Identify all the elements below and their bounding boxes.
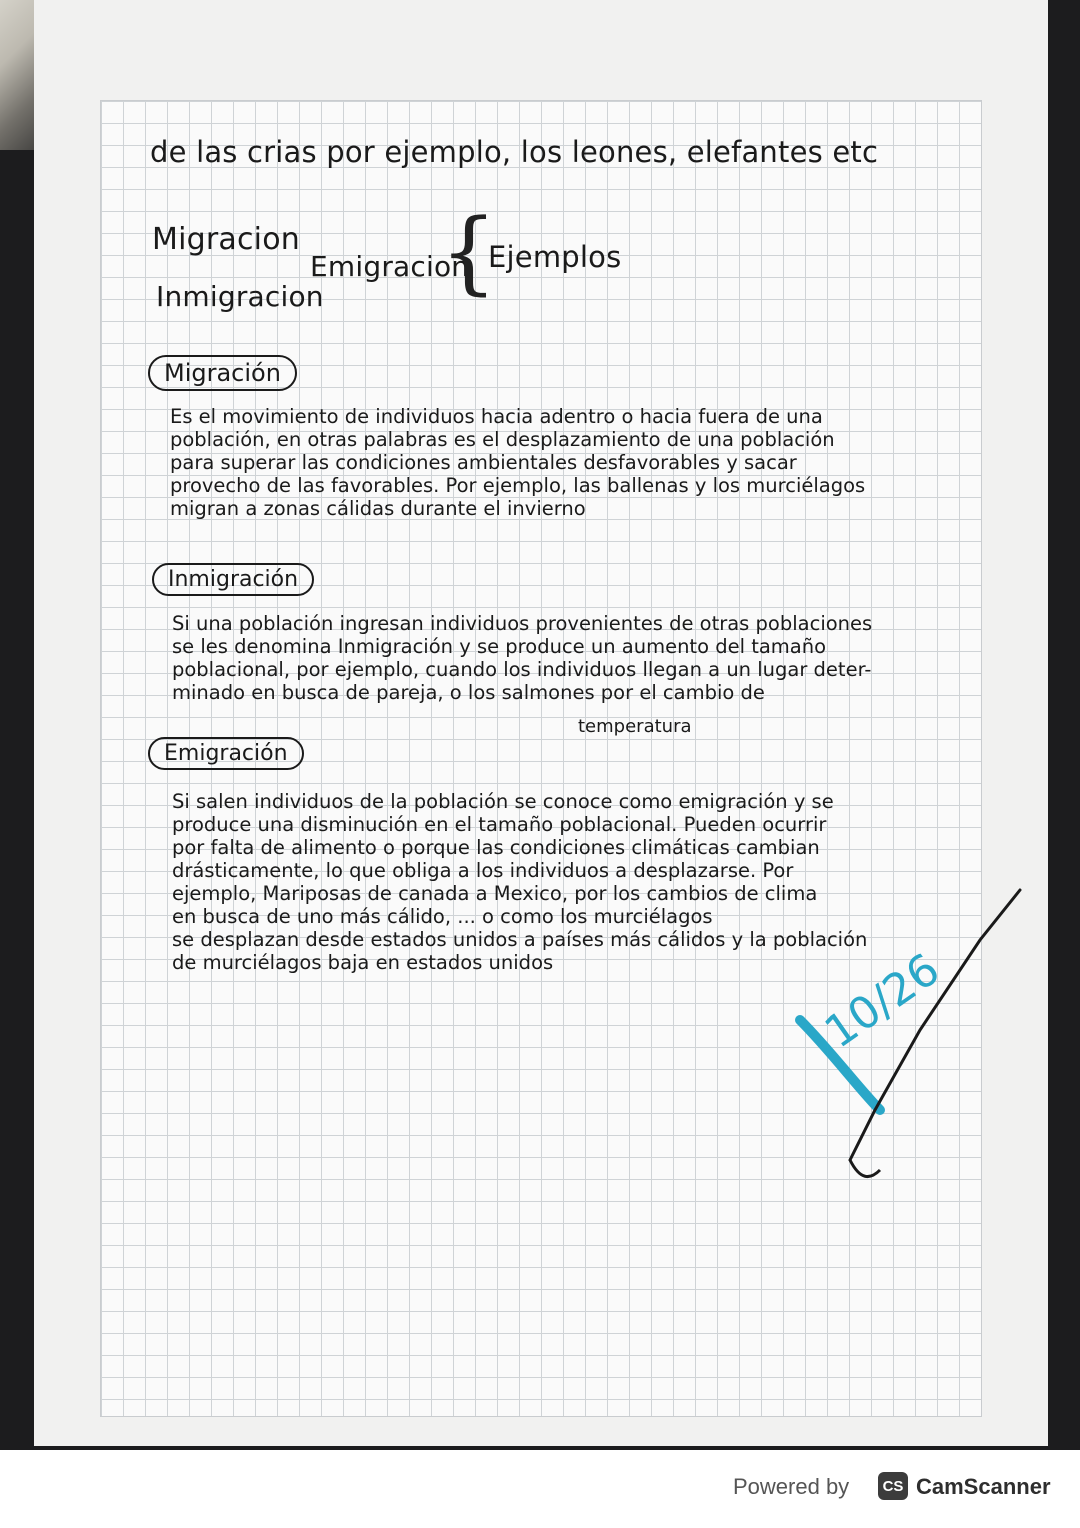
grade-mark-text: 10/26 [815,943,949,1059]
diagram-ejemplos: Ejemplos [488,240,622,274]
powered-by-label: Powered by [733,1474,850,1499]
heading-migracion: Migración [148,355,297,391]
heading-emigracion: Emigración [148,737,304,770]
diagram-migracion: Migracion [152,222,300,257]
diagram-emigracion: Emigracion [310,250,470,283]
paragraph-inmigracion: Si una población ingresan individuos provenientes de otras poblaciones se les denomina Inmigración y se produce un aumento del tamaño poblacional, por ejemplo, cuando los individuos llegan a un lugar deter- minado en busca de pareja, o los salmones por el cambio de [172,612,873,704]
diagram-inmigracion: Inmigracion [156,280,324,313]
grade-check-mark [780,860,1040,1200]
camscanner-brand: CamScanner [916,1474,1051,1499]
paragraph-inmigracion-continued: temperatura [578,716,692,737]
camscanner-logo-icon: CS [878,1472,908,1500]
intro-line: de las crias por ejemplo, los leones, elefantes etc [150,135,879,169]
paragraph-emigracion: Si salen individuos de la población se conoce como emigración y se produce una disminución en el tamaño poblacional. Pueden ocurrir por falta de alimento o porque las condiciones climáticas cambian drásticamente, lo que obliga a los individuos a desplazarse. Por ejemplo, Mariposas de canada a Mexico, por los cambios de clima en busca de uno más cálido, ... o como los murciélagos se desplazan desde estados unidos a países más cálidos y la población de murciélagos baja en estados unidos [172,790,868,974]
paragraph-migracion: Es el movimiento de individuos hacia adentro o hacia fuera de una población, en otras palabras es el desplazamiento de una población para superar las condiciones ambientales desfavorables y sacar provecho de las favorables. Por ejemplo, las ballenas y los murciélagos migran a zonas cálidas durante el invierno [170,405,866,520]
diagram-brace: { [440,200,498,305]
heading-inmigracion: Inmigración [152,563,314,596]
